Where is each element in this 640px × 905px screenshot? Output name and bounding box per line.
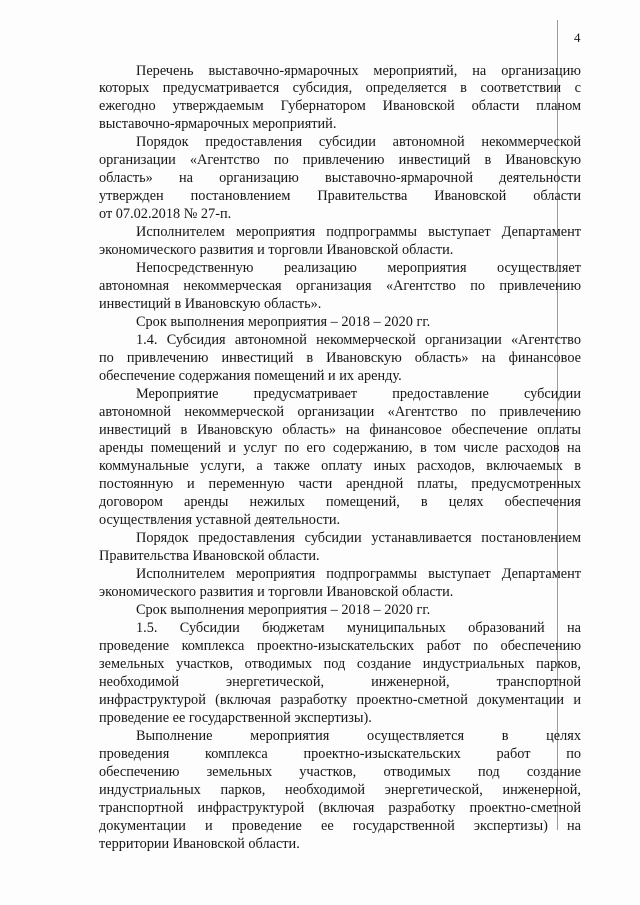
text-line: 1.4. Субсидия автономной некоммерческой организации «Агентство (136, 332, 581, 348)
text-line: Исполнителем мероприятия подпрограммы выступает Департамент (136, 566, 581, 582)
text-line: автономной некоммерческой организации «Агентство по привлечению (99, 404, 581, 420)
text-line: Правительства Ивановской области. (99, 548, 320, 564)
text-line: коммунальные услуги, а также оплату иных расходов, включаемых в (99, 458, 581, 474)
text-line: экономического развития и торговли Ивановской области. (99, 584, 454, 600)
text-line: Выполнение мероприятия осуществляется в целях (136, 728, 581, 744)
text-line: земельных участков, отводимых под создание индустриальных парков, (99, 656, 581, 672)
text-line: проведение комплекса проектно-изыскательских работ по обеспечению (99, 638, 581, 654)
text-line: индустриальных парков, необходимой энергетической, инженерной, (99, 782, 581, 798)
text-line: Мероприятие предусматривает предоставление субсидии (136, 386, 581, 402)
text-line: аренды помещений и услуг по его содержанию, в том числе расходов на (99, 440, 581, 456)
text-line: проведения комплекса проектно-изыскательских работ по (99, 746, 581, 762)
text-line: Исполнителем мероприятия подпрограммы выступает Департамент (136, 224, 581, 240)
text-line: утвержден постановлением Правительства Ивановской области (99, 188, 581, 204)
text-line: Непосредственную реализацию мероприятия осуществляет (136, 260, 581, 276)
text-line: обеспечение содержания помещений и их аренду. (99, 368, 402, 384)
text-line: область» на организацию выставочно-ярмарочной деятельности (99, 170, 581, 186)
text-line: необходимой энергетической, инженерной, транспортной (99, 674, 581, 690)
text-line: инфраструктурой (включая разработку проектно-сметной документации и (99, 692, 581, 708)
text-line: обеспечению земельных участков, отводимых под создание (99, 764, 581, 780)
text-line: транспортной инфраструктурой (включая разработку проектно-сметной (99, 800, 581, 816)
text-line: договором аренды нежилых помещений, в целях обеспечения (99, 494, 581, 510)
text-line: которых предусматривается субсидия, определяется в соответствии с (99, 80, 581, 96)
text-line: автономная некоммерческая организация «Агентство по привлечению (99, 278, 581, 294)
text-line: экономического развития и торговли Ивановской области. (99, 242, 454, 258)
text-line: постоянную и переменную части арендной платы, предусмотренных (99, 476, 581, 492)
text-line: 1.5. Субсидии бюджетам муниципальных образований на (136, 620, 581, 636)
text-line: от 07.02.2018 № 27-п. (99, 206, 232, 222)
text-line: осуществления уставной деятельности. (99, 512, 341, 528)
text-line: документации и проведение ее государственной экспертизы) на (99, 818, 581, 834)
text-line: Срок выполнения мероприятия – 2018 – 2020 гг. (136, 602, 431, 618)
text-line: территории Ивановской области. (99, 836, 300, 852)
text-line: Порядок предоставления субсидии устанавливается постановлением (136, 530, 581, 546)
text-line: Порядок предоставления субсидии автономной некоммерческой (136, 134, 581, 150)
text-line: по привлечению инвестиций в Ивановскую область» на финансовое (99, 350, 581, 366)
text-line: Перечень выставочно-ярмарочных мероприятий, на организацию (136, 63, 581, 79)
text-line: выставочно-ярмарочных мероприятий. (99, 116, 337, 132)
text-line: инвестиций в Ивановскую область» на финансовое обеспечение оплаты (99, 422, 581, 438)
text-line: организации «Агентство по привлечению инвестиций в Ивановскую (99, 152, 581, 168)
page-number: 4 (574, 30, 581, 45)
text-line: Срок выполнения мероприятия – 2018 – 2020 гг. (136, 314, 431, 330)
text-line: проведение ее государственной экспертизы). (99, 710, 372, 726)
text-line: инвестиций в Ивановскую область». (99, 296, 322, 312)
text-line: ежегодно утверждаемым Губернатором Ивановской области планом (99, 98, 581, 114)
